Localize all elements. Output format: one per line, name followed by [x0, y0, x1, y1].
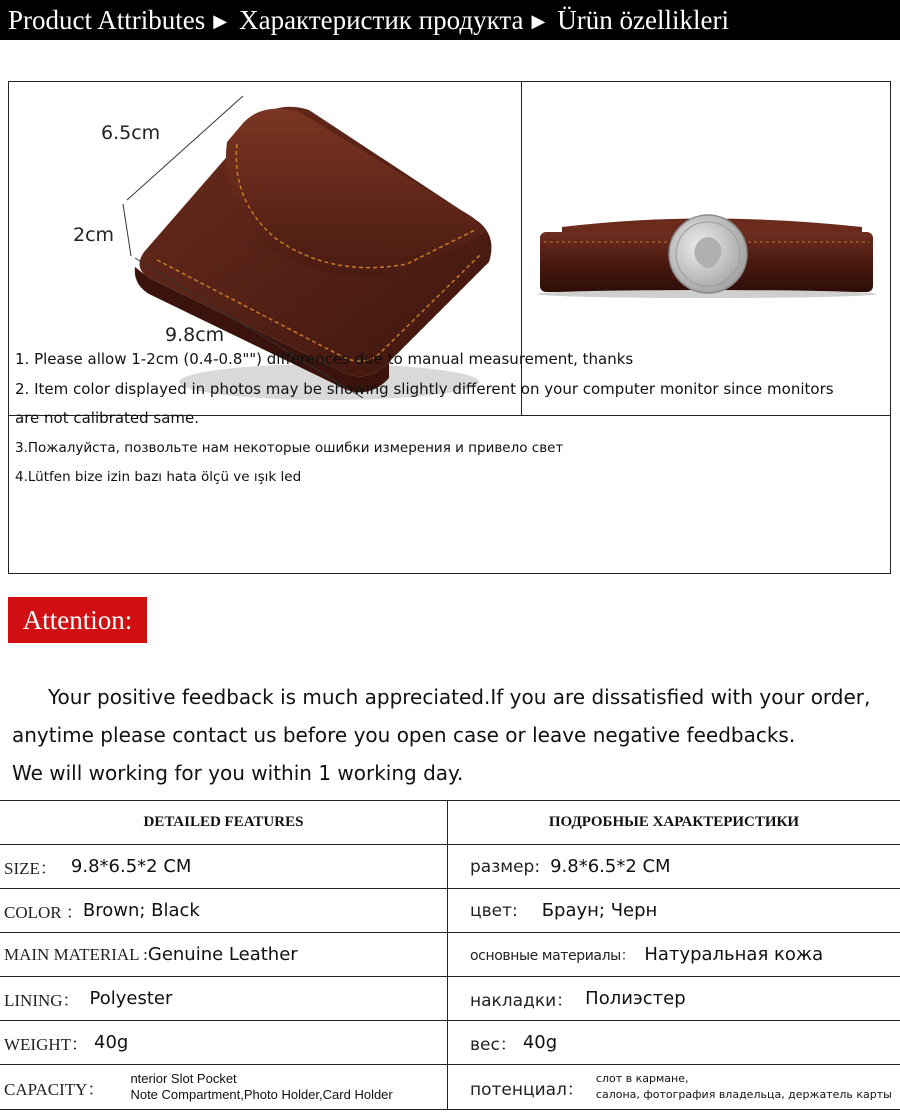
spec-cell-ru	[448, 845, 900, 888]
spec-cell-ru	[448, 1065, 900, 1109]
spec-value: Brown; Black	[82, 900, 200, 921]
arrow-right-icon: ▶	[213, 10, 228, 31]
width-label: 9.8cm	[165, 324, 225, 346]
capacity-value: салона, фотография владельца, держатель карты	[595, 1088, 892, 1101]
header-title-ru: Характеристик продукта	[239, 4, 524, 35]
note-line: 1. Please allow 1-2cm (0.4-0.8"") differences due to manual measurement, thanks	[15, 350, 634, 368]
note-line: 2. Item color displayed in photos may be showing slightly different on your computer monitor since monitors	[15, 379, 834, 398]
spec-row-capacity	[0, 1065, 900, 1109]
spec-table	[0, 800, 900, 1110]
spec-key: LINING：	[4, 991, 80, 1010]
spec-value: Браун; Черн	[541, 900, 658, 921]
spec-value: Genuine Leather	[147, 944, 298, 965]
spec-value: Polyester	[89, 988, 173, 1009]
spec-key: CAPACITY：	[4, 1079, 105, 1099]
spec-cell-ru	[448, 933, 900, 976]
measurement-notes	[15, 345, 875, 493]
spec-row-weight	[0, 1021, 900, 1065]
spec-cell-en	[0, 889, 448, 932]
spec-key: COLOR ：	[4, 903, 83, 922]
capacity-value: Note Compartment,Photo Holder,Card Holder	[130, 1087, 393, 1102]
spec-header-ru: ПОДРОБНЫЕ ХАРАКТЕРИСТИКИ	[548, 814, 800, 830]
spec-cell-en	[0, 1065, 448, 1109]
spec-cell-en	[0, 845, 448, 888]
header-title-tr: Ürün özellikleri	[557, 4, 729, 35]
spec-row-lining	[0, 977, 900, 1021]
note-line: 3.Пожалуйста, позвольте нам некоторые ошибки измерения и привело свет	[15, 439, 564, 456]
spec-value: 9.8*6.5*2 CM	[70, 856, 192, 877]
spec-row-material	[0, 933, 900, 977]
spec-cell-ru	[448, 1021, 900, 1064]
spec-key: WEIGHT：	[4, 1035, 89, 1054]
spec-key: MAIN MATERIAL :	[4, 944, 148, 964]
note-line: 4.Lütfen bize izin bazı hata ölçü ve ışık led	[15, 469, 302, 485]
feedback-line: We will working for you within 1 working day.	[12, 761, 464, 785]
spec-cell-ru	[448, 977, 900, 1020]
spec-key: цвет:	[470, 900, 518, 921]
spec-key: размер:	[470, 856, 541, 877]
height-dimension-line	[123, 204, 131, 256]
spec-key: вес：	[470, 1035, 517, 1055]
feedback-line: Your positive feedback is much appreciated.If you are dissatisfied with your order,	[48, 685, 871, 709]
spec-value: 40g	[94, 1032, 129, 1053]
spec-key: накладки：	[470, 991, 574, 1011]
note-line: are not calibrated same.	[15, 409, 200, 427]
feedback-message	[12, 678, 892, 792]
product-photo-panel	[8, 81, 891, 574]
spec-value: Натуральная кожа	[644, 944, 824, 965]
spec-value: Полиэстер	[585, 988, 686, 1009]
spec-header-row	[0, 801, 900, 845]
capacity-value: nterior Slot Pocket	[130, 1071, 237, 1086]
spec-row-size	[0, 845, 900, 889]
spec-value: 9.8*6.5*2 CM	[550, 856, 671, 877]
spec-cell-en	[0, 933, 448, 976]
height-label: 2cm	[73, 224, 115, 246]
spec-key: потенциал：	[470, 1079, 584, 1100]
spec-key: SIZE：	[4, 859, 57, 878]
spec-cell-en	[0, 1021, 448, 1064]
length-label: 6.5cm	[101, 122, 161, 144]
spec-cell-ru	[448, 889, 900, 932]
capacity-value: слот в кармане,	[595, 1072, 689, 1085]
capacity-values-en	[130, 1071, 392, 1103]
arrow-right-icon: ▶	[531, 10, 546, 31]
spec-cell-en	[0, 977, 448, 1020]
spec-row-color	[0, 889, 900, 933]
spec-header-en: DETAILED FEATURES	[0, 801, 448, 844]
attention-badge: Attention:	[8, 597, 147, 643]
capacity-values-ru	[596, 1071, 892, 1103]
header-title-en: Product Attributes	[8, 4, 206, 35]
spec-key: основные материалы：	[470, 947, 635, 964]
spec-value: 40g	[522, 1032, 558, 1053]
product-attributes-header	[0, 0, 900, 40]
feedback-line: anytime please contact us before you open case or leave negative feedbacks.	[12, 723, 796, 747]
